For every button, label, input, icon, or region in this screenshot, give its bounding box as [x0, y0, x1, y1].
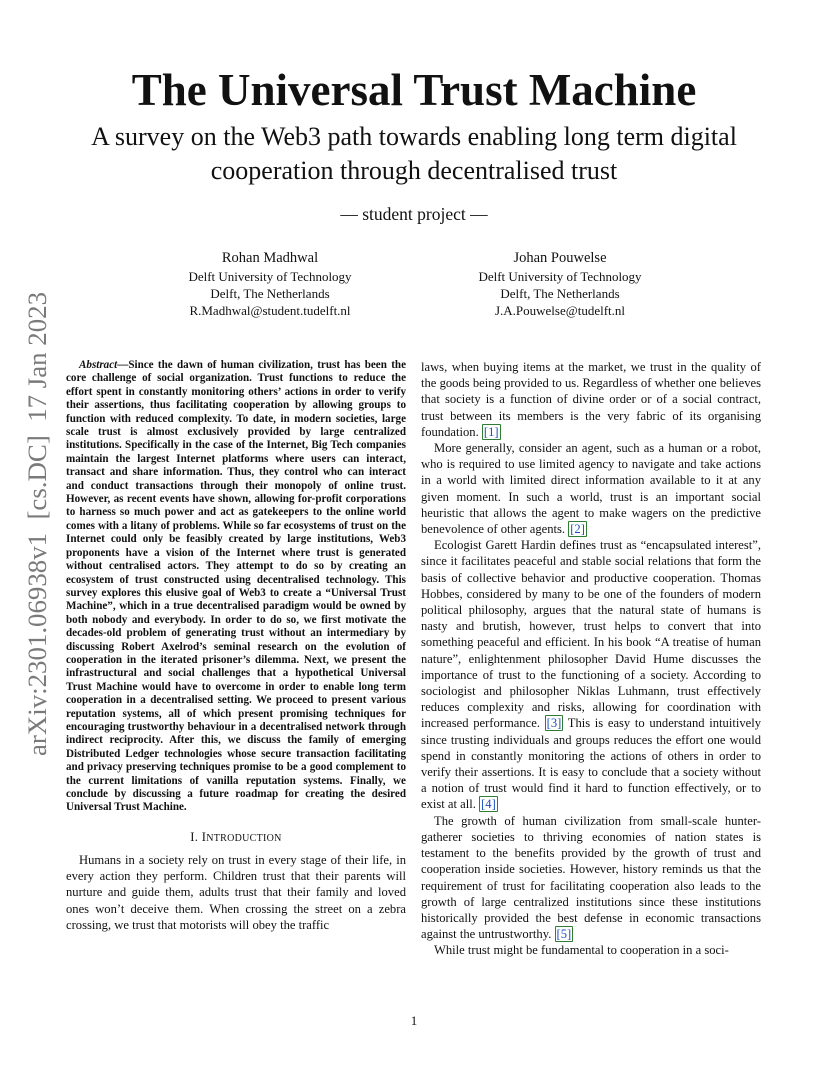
abstract-lead: Abstract: [79, 359, 118, 371]
author-email[interactable]: R.Madhwal@student.tudelft.nl: [189, 303, 351, 318]
author-name: Rohan Madhwal: [221, 250, 319, 266]
body-paragraph-3: [421, 537, 761, 812]
intro-paragraph: Humans in a society rely on trust in every stage of their life, in every action they perform. Children trust that their parents will nurture and guide them, adults trust that their family and loved ones won’t deceive them. When crossing the street on a zebra crossing, we trust that motorists will obey the traffic: [66, 853, 406, 932]
citation-link[interactable]: [5]: [556, 927, 572, 942]
author-affiliation: Delft University of Technology: [478, 269, 642, 284]
citation-link[interactable]: [2]: [570, 522, 585, 537]
author-block-2: [440, 250, 680, 319]
section-heading-introduction: [66, 829, 406, 847]
arxiv-watermark: [16, 290, 56, 760]
left-column: [66, 359, 406, 933]
paragraph-text: This is easy to understand intuitively since trusting individuals and groups reduces the effort one would spend in constantly monitoring the actions of others in order to verify their assertions. It is easy to conclude that a society without a notion of trust would find it hard to function effectively, or to exist at all.: [421, 716, 762, 812]
section-initial: I: [201, 829, 207, 844]
paragraph-text: Ecologist Garett Hardin defines trust as “encapsulated interest”, since it facilitates peaceful and stable social relations that form the basis of collective behavior and productive cooperation. Thomas Hobbes, considered by many to be one of the founders of modern political philosophy, argues that the natural state of humans is nasty and brutish, however, trust helps to convert that into something peaceful and efficient. In his book “A treatise of human nature”, enlightenment philosopher David Hume discusses the importance of trust to the functioning of a society. According to sociologist and philosopher Niklas Luhmann, trust effectively reduces complexity and risks, allowing for coordination with increased performance.: [421, 538, 761, 731]
author-location: Delft, The Netherlands: [500, 286, 620, 301]
author-email[interactable]: J.A.Pouwelse@tudelft.nl: [494, 303, 626, 318]
paragraph-text: More generally, consider an agent, such as a human or a robot, who is required to use limited agency to navigate and take actions in a world with limited direct information available to it at any given moment. In such a world, trust is an important social heuristic that allows the agent to make wagers on the predictive benevolence of other agents.: [421, 441, 761, 537]
body-paragraph-4: [421, 813, 761, 943]
body-paragraph-5: While trust might be fundamental to cooperation in a soci-: [434, 943, 729, 958]
paper-title: The Universal Trust Machine: [131, 65, 697, 115]
author-affiliation: Delft University of Technology: [188, 269, 352, 284]
abstract: [66, 359, 406, 815]
author-block-1: [150, 250, 390, 319]
arxiv-watermark-text: arXiv:2301.06938v1 [cs.DC] 17 Jan 2023: [22, 298, 52, 756]
citation-link[interactable]: [4]: [481, 797, 496, 812]
body-paragraph-1: [421, 359, 761, 440]
page-number: 1: [410, 1013, 418, 1028]
paper-subtitle: A survey on the Web3 path towards enabling long term digital cooperation through decentralised trust: [91, 122, 737, 185]
author-name: Johan Pouwelse: [513, 250, 607, 266]
paragraph-text: The growth of human civilization from small-scale hunter-gatherer societies to thriving economies of nation states is testament to the benefits provided by the growth of trust and cooperation inside societies. However, history reminds us that the requirement of trust for facilitating cooperation also leads to the growth of large centralized institutions since these institutions historically provided the best defense in economic transactions against the untrustworthy.: [421, 813, 761, 942]
body-paragraph-2: [421, 440, 761, 537]
right-column: [421, 359, 761, 959]
section-title-rest: NTRODUCTION: [206, 832, 282, 844]
abstract-body: —Since the dawn of human civilization, trust has been the core challenge of social organization. Trust functions to reduce the effort spent in constantly monitoring others’ actions in order to verify their assertions, thus facilitating cooperation by allowing groups to function with reduced complexity. To date, in modern societies, large scale trust is almost exclusively provided by large centralized institutions. Specifically in the case of the Internet, Big Tech companies maintain the largest Internet platforms where users can interact, transact and share information. Thus, they control who can interact and conduct transactions through their monopoly of online trust. However, as recent events have shown, allowing for-profit corporations to harness so much power and act as gatekeepers to the online world comes with a litany of problems. While so far ecosystems of trust on the Internet could only be feasibly created by large institutions, Web3 proponents have a vision of the Internet where trust is generated without centralised actors. They attempt to do so by creating an ecosystem of trust constructed using decentralised technology. This survey explores this elusive goal of Web3 to create a “Universal Trust Machine”, which in a true decentralised paradigm would be owned by both nobody and everybody. In order to do so, we first motivate the decades-old problem of generating trust without an intermediary by discussing Robert Axelrod’s seminal research on the evolution of cooperation in the iterated prisoner’s dilemma. Next, we present the infrastructural and social challenges that a hypothetical Universal Trust Machine would have to overcome in order to enable long term cooperation in a decentralised setting. We proceed to present various reputation systems, all of which present promising techniques for encouraging trustworthy behaviour in a decentralised network through indirect reciprocity. After this, we discuss the family of emerging Distributed Ledger technologies whose secure transaction facilitating and privacy preserving techniques promise to be a good complement to the current limitations of vanilla reputation systems. Finally, we conclude by discussing a future roadmap for creating the desired Universal Trust Machine.: [66, 359, 406, 814]
citation-link[interactable]: [3]: [546, 716, 562, 731]
paper-tagline: — student project —: [340, 204, 488, 224]
citation-link[interactable]: [1]: [483, 424, 499, 439]
section-number: I.: [190, 829, 199, 844]
paragraph-text: laws, when buying items at the market, we trust in the quality of the goods being provided to us. Regardless of whether one believes that society is a function of divine order or of a social contract, trust between its members is the very fabric of its organising foundation.: [421, 360, 761, 439]
author-location: Delft, The Netherlands: [210, 286, 330, 301]
